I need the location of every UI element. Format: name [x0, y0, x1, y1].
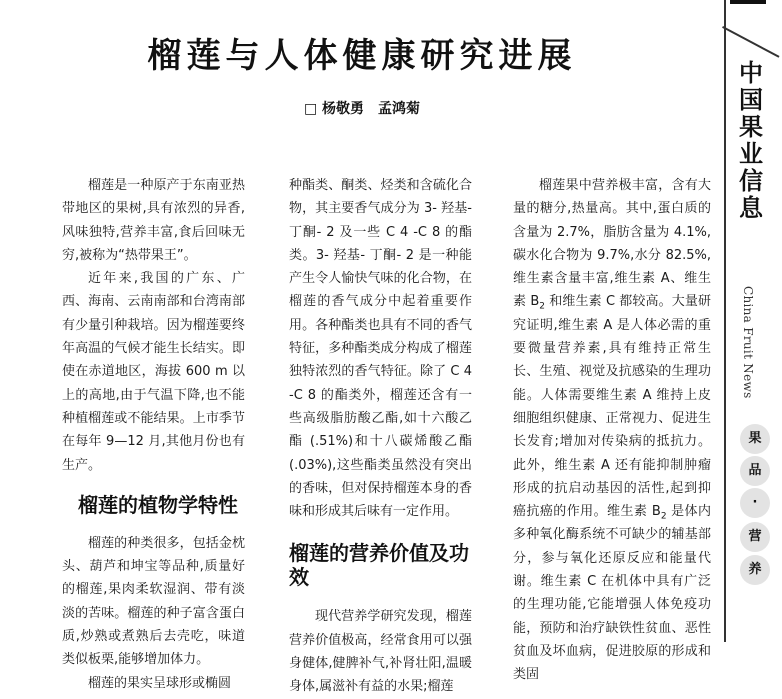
section-heading-nutrition: 榴莲的营养价值及功效 [289, 541, 469, 590]
paragraph: 近年来,我国的广东、广西、海南、云南南部和台湾南部有少量引种栽培。因为榴莲要终年高温的气候才能生长结实。即使在赤道地区，海拔 600 m 以上的高地,由于气温下降,也不能种植榴莲或不能结果。上市季节在每年 9—12 月,其他月份也有生产。 [62, 271, 245, 473]
article-authors: □ 杨敬勇 孟鸿菊 [303, 101, 421, 117]
section-tag-char: 品 [740, 456, 770, 486]
section-tag-char: 营 [740, 522, 770, 552]
text-column-3 [513, 174, 711, 687]
paragraph: 榴莲的种类很多，包括金枕头、葫芦和坤宝等品种,质量好的榴莲,果肉柔软湿润、带有淡淡的苦味。榴莲的种子富含蛋白质,炒熟或煮熟后去壳吃，味道类似板栗,能够增加体力。 [62, 535, 245, 668]
section-tag-char: 果 [740, 424, 770, 454]
section-tag-char: · [740, 488, 770, 518]
subscript: 2 [539, 302, 546, 313]
text-column-1 [62, 174, 245, 695]
text-column-2 [289, 174, 472, 699]
section-tag-char: 养 [740, 555, 770, 585]
article-title: 榴莲与人体健康研究进展 [147, 36, 577, 76]
paragraph: 榴莲是一种原产于东南亚热带地区的果树,具有浓烈的异香,风味独特,营养丰富,食后回味无穷,被称为“热带果王”。 [62, 178, 245, 263]
sidebar-rule [724, 0, 726, 642]
section-heading-botany: 榴莲的植物学特性 [78, 492, 238, 517]
text-run: 和维生素 C 都较高。大量研究证明,维生素 A 是人体必需的重要微量营养素,具有维持正常生长、生殖、视觉及抗感染的生理功能。人体需要维生素 A 维持上皮细胞组织健康、正常视力、促进生长发育;增加对传染病的抵抗力。此外，维生素 A 还有能抑制肿瘤形成的抗启动基因的活性,起到抑癌抗癌的作用。维生素 B [513, 294, 711, 520]
journal-name-en: China Fruit News [741, 286, 755, 399]
paragraph: 榴莲的果实呈球形或椭圆 [88, 675, 232, 691]
text-run: 是体内多种氧化酶系统不可缺少的辅基部分，参与氧化还原反应和能量代谢。维生素 C 在机体中具有广泛的生理功能,它能增强人体免疫功能，预防和治疗缺铁性贫血、恶性贫血及坏血病，促进胶原的形成和类固 [513, 504, 711, 683]
text-run: 榴莲果中营养极丰富，含有大量的糖分,热量高。其中,蛋白质的含量为 2.7%，脂肪含量为 4.1%,碳水化合物为 9.7%,水分 82.5%,维生素含量丰富,维生素 A、维生素 B [513, 178, 711, 310]
paragraph: 种酯类、酮类、烃类和含硫化合物，其主要香气成分为 3- 羟基- 丁酮- 2 及一些 C 4 -C 8 的酯类。3- 羟基- 丁酮- 2 是一种能产生令人愉快气味的化合物，在榴莲的香气成分中起着重要作用。各种酯类也具有不同的香气特征，多种酯类成分构成了榴莲独特浓烈的香气特征。除了 C 4 -C 8 的酯类外，榴莲还含有一些高级脂肪酸乙酯,如十六酸乙酯 (.51%)和十八碳烯酸乙酯 (.03%),这些酯类虽然没有突出的香味，但对保持榴莲本身的香味和形成其后味有一定作用。 [289, 178, 472, 520]
journal-name-cn: 中国果业信息 [739, 59, 763, 222]
top-tab [730, 0, 766, 4]
paragraph [513, 174, 711, 687]
paragraph: 现代营养学研究发现，榴莲营养价值极高，经常食用可以强身健体,健脾补气,补肾壮阳,温暖身体,属滋补有益的水果;榴莲 [289, 609, 472, 695]
subscript: 2 [660, 511, 667, 522]
